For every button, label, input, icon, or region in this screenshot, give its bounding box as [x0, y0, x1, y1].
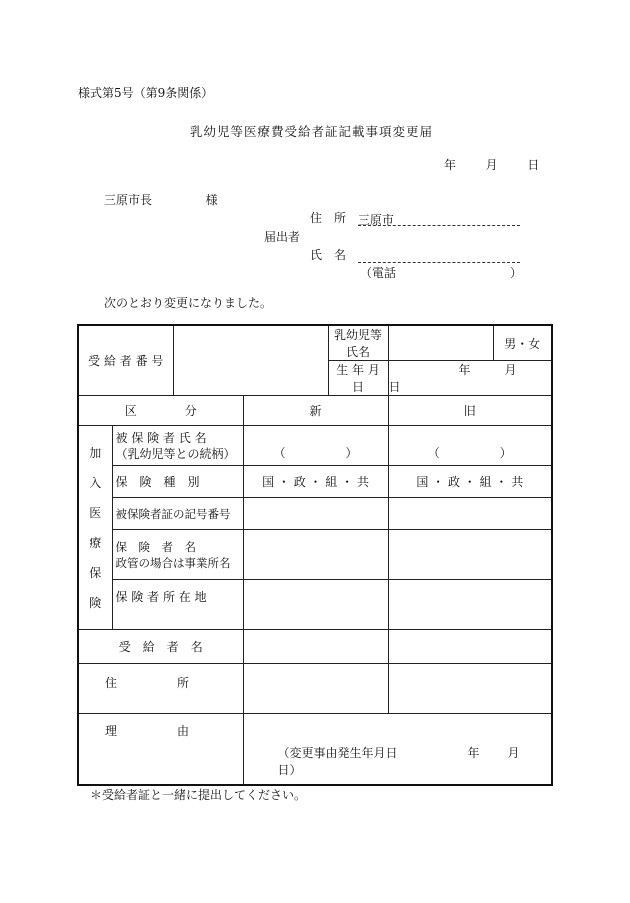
insurance-group-char: 入	[89, 475, 102, 490]
insurer-name-label-1: 保 険 者 名	[115, 539, 196, 554]
recipient-name-old-field[interactable]	[388, 630, 552, 664]
phone-close: ）	[509, 266, 522, 280]
recipient-name-label: 受 給 者 名	[78, 630, 243, 664]
addressee-honorific: 様	[205, 193, 218, 207]
form-number: 様式第5号（第9条関係）	[78, 86, 214, 100]
address-label-cell: 住 所	[78, 664, 243, 714]
change-year: 年	[467, 745, 480, 760]
change-month: 月	[507, 745, 520, 760]
new-header: 新	[243, 396, 388, 426]
address-old-field[interactable]	[388, 664, 552, 714]
reason-field[interactable]	[243, 714, 552, 785]
birth-date-field[interactable]	[388, 361, 552, 396]
change-day: 日）	[277, 762, 302, 777]
recipient-no-label: 受 給 者 番 号	[78, 325, 173, 396]
insured-card-no-new-field[interactable]	[243, 498, 388, 530]
insured-name-label-2: （乳幼児等との続柄）	[115, 446, 236, 461]
insurance-group-char: 医	[89, 505, 102, 520]
name-row	[310, 246, 520, 263]
insurance-group-char: 険	[89, 595, 102, 610]
insurer-location-label: 保 険 者 所 在 地	[112, 580, 243, 630]
birth-day: 日	[388, 380, 401, 394]
insured-card-no-label: 被保険者証の記号番号	[112, 498, 243, 530]
child-name-field[interactable]	[388, 325, 493, 361]
phone-open: （電話	[360, 266, 397, 280]
name-label: 氏 名	[310, 248, 347, 262]
insured-name-label	[112, 426, 243, 466]
date-line	[444, 156, 539, 173]
address-row	[310, 209, 520, 226]
date-month: 月	[485, 158, 498, 172]
insurer-name-label	[112, 530, 243, 580]
insured-name-label-1: 被 保 険 者 氏 名	[115, 430, 207, 445]
insurer-location-old-field[interactable]	[388, 580, 552, 630]
phone-row	[360, 264, 522, 281]
reason-label: 理 由	[78, 714, 243, 785]
category-header: 区 分	[78, 396, 243, 426]
relation-paren-old: （ ）	[427, 446, 512, 460]
footer-note: ＊受給者証と一緒に提出してください。	[90, 788, 307, 802]
insurance-type-label: 保 険 種 別	[112, 466, 243, 498]
relation-paren-new: （ ）	[273, 446, 358, 460]
insured-card-no-old-field[interactable]	[388, 498, 552, 530]
insurer-location-new-field[interactable]	[243, 580, 388, 630]
change-form-table	[77, 324, 553, 786]
change-date-label: （変更事由発生年月日	[277, 745, 398, 760]
date-year: 年	[444, 158, 457, 172]
insurer-name-new-field[interactable]	[243, 530, 388, 580]
insured-name-old-field[interactable]	[388, 426, 552, 466]
address-value: 三原市	[357, 213, 394, 227]
sex-select[interactable]: 男・女	[493, 325, 552, 361]
address-label: 住 所	[310, 211, 347, 225]
birth-month: 月	[504, 363, 517, 377]
name-field[interactable]	[358, 248, 520, 263]
insurance-type-old-options[interactable]: 国 ・ 政 ・ 組 ・ 共	[388, 466, 552, 498]
document-title: 乳幼児等医療費受給者証記載事項変更届	[190, 124, 434, 139]
address-field[interactable]	[358, 211, 520, 226]
notifier-label: 届出者	[264, 230, 301, 244]
insurance-type-new-options[interactable]: 国 ・ 政 ・ 組 ・ 共	[243, 466, 388, 498]
child-name-label: 乳幼児等氏名	[328, 325, 388, 361]
old-header: 旧	[388, 396, 552, 426]
intro-text: 次のとおり変更になりました。	[104, 296, 273, 310]
insurance-group-label	[78, 426, 112, 630]
recipient-name-new-field[interactable]	[243, 630, 388, 664]
date-day: 日	[527, 158, 540, 172]
birth-date-label: 生 年 月 日	[328, 361, 388, 396]
recipient-no-field[interactable]	[173, 325, 328, 396]
insurer-name-old-field[interactable]	[388, 530, 552, 580]
insurance-group-char: 療	[89, 535, 102, 550]
insurer-name-label-2: 政管の場合は事業所名	[115, 555, 231, 570]
addressee	[104, 191, 218, 208]
insured-name-new-field[interactable]	[243, 426, 388, 466]
birth-year: 年	[458, 363, 471, 377]
insurance-group-char: 保	[89, 565, 102, 580]
address-new-field[interactable]	[243, 664, 388, 714]
insurance-group-char: 加	[89, 445, 102, 460]
addressee-name: 三原市長	[104, 193, 153, 207]
